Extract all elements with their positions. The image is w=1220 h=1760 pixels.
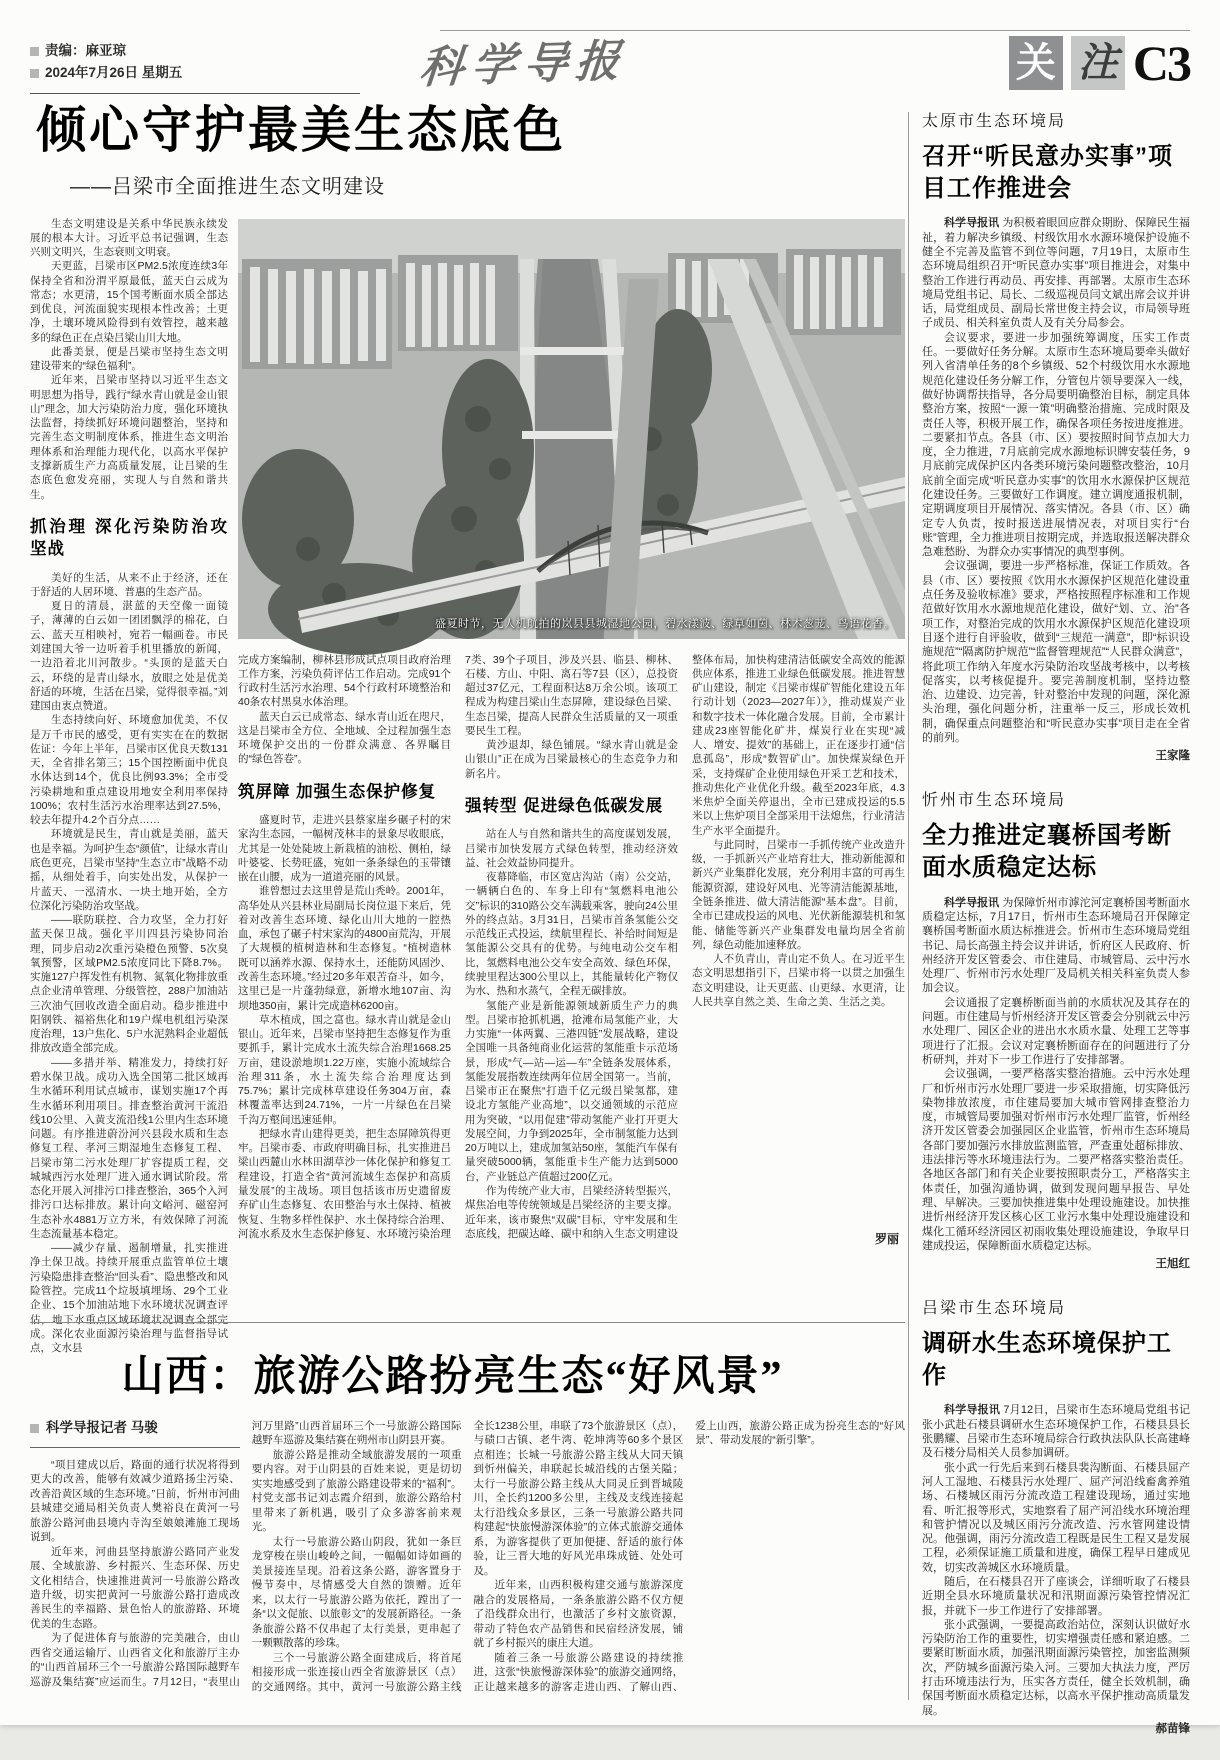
section-badge — [1009, 34, 1190, 92]
bullet-square-icon — [30, 69, 39, 78]
paragraph: 此番美景，便是吕梁市坚持生态文明建设带来的“绿色福利”。 — [30, 345, 228, 373]
paragraph: 会议强调，要进一步严格标准，保证工作质效。各县（市、区）要按照《饮用水水源保护区规范化建设重点任务及验收标准》要求，严格按照程序标准和工作规范做好饮用水水源地规范化建设，做好“划、立、治”各项工作，对整治完成的饮用水水源保护区规范化建设项目逐个进行自评验收，做到“三规范一满意”，即“标识设施规范”“隔离防护规范”“监督管理规范”“人民群众满意”，将此项工作纳入年度水污染防治攻坚战考核中，以考核促落实，以考核促提升。要完善制度机制，坚持边整治、边建设、边完善，针对整治中发现的问题，深化源头治理，强化问题分析，注重举一反三，形成长效机制，确保重点问题整治和“听民意办实事”项目走在全省的前列。 — [922, 560, 1190, 745]
paragraph: 完成方案编制，柳林县形成试点项目政府治理工作方案，污染负荷评估工作启动。完成91个行政村生活污水治理、54个行政村环境整治和40条农村黑臭水体治理。 — [238, 653, 451, 709]
lead-label: 科学导报讯 — [944, 217, 1003, 230]
date-line — [30, 62, 360, 84]
main-article-body — [30, 217, 905, 1355]
article-subhead: 抓治理 深化污染防治攻坚战 — [30, 517, 228, 559]
paragraph: 张小武强调，一要提高政治站位，深刻认识做好水污染防治工作的重要性，切实增强责任感和紧迫感。二要紧盯断面水质，加强汛期面源污染管控，加密监测频次，严防城乡面源污染入河。三要加大执法力度，严厉打击环境违法行为，压实各方责任，健全长效机制，确保国考断面水质稳定达标，以高水平保护推动高质量发展。 — [922, 1618, 1190, 1717]
header-left — [30, 40, 360, 94]
main-lower-columns — [238, 653, 905, 1247]
paragraph: 为了促进体育与旅游的完美融合，由山西省交通运输厅、山西省文化和旅游厅主办的“山西首届环三个一号旅游公路国际越野车巡游及集结赛”应运而生。7月12日，“表里山河万里路”山西首届环三个一号旅游公路国际越野车巡游及集结赛在朔州市山阴县开赛。 — [30, 1420, 462, 1688]
paragraph: 人不负青山，青山定不负人。在习近平生态文明思想指引下，吕梁市将一以贯之加强生态文明建设，让天更蓝、山更绿、水更清，让人民共享自然之美、生命之美、生活之美。 — [692, 953, 905, 1008]
page-header — [30, 26, 1190, 96]
article-kicker: 太原市生态环境局 — [922, 113, 1067, 130]
sidebar-article-xinzhou — [922, 787, 1190, 1271]
paragraph: 张小武一行先后来到石楼县裴沟断面、石楼县屈产河人工湿地、石楼县污水处理厂、屈产河沿线畜禽养殖场、石楼城区雨污分流改造工程建设现场，通过实地看、听汇报等形式，实地察看了屈产河沿线水环境治理和管护情况以及城区雨污分流改造、污水管网建设情况。他强调，雨污分流改造工程既是民生工程又是发展工程，必须保证施工质量和进度，确保工程早日建成见效，切实改善城区水环境质量。 — [922, 1461, 1190, 1574]
paragraph: 随着三条一号旅游公路建设的持续推进，这张“快旅慢游深体验”的旅游交通网络，正让越来越多的游客走进山西、了解山西、爱上山西，旅游公路正成为扮亮生态的“好风景”、带动发展的“新引擎”。 — [473, 1420, 905, 1693]
photo-caption: 盛夏时节，无人机航拍的岚县县城湿地公园，碧水漾波、绿草如茵、林木葱茏、鸟语花香。 — [435, 617, 895, 630]
reporter-byline — [30, 1419, 240, 1448]
paragraph: 黄沙退却，绿色铺展。“绿水青山就是金山银山”正在成为吕梁最核心的生态竞争力和新名片。 — [465, 739, 678, 780]
paragraph: 近年来，河曲县坚持旅游公路同产业发展、全域旅游、乡村振兴、生态环保、历史文化相结合，快速推进黄河一号旅游公路改造升级，切实把黄河一号旅游公路打造成改善民生的幸福路、景色怡人的旅游路、环境优美的生态路。 — [30, 1545, 240, 1630]
paragraph: 科学导报讯 为积极着眼回应群众期盼、保障民生福祉，着力解决乡镇级、村级饮用水水源环境保护设施不健全不完善及监管不到位等问题，7月19日，太原市生态环境局组织召开“听民意办实事”项目推进会，对集中整治工作进行再动员、再安排、再部署。太原市生态环境局党组书记、局长、二级巡视员闫文斌出席会议并讲话，局党组成员、副局长常世俊主持会议，市局领导班子成员、相关科室负责人及有关分局参会。 — [922, 217, 1190, 330]
paragraph: 随后，在石楼县召开了座谈会，详细听取了石楼县近期全县水环境质量状况和汛期面源污染管控情况汇报，并就下一步工作进行了安排部署。 — [922, 1576, 1190, 1617]
editor-label: 责编：麻亚琼 — [45, 43, 126, 58]
paragraph: 科学导报讯 为保障忻州市滹沱河定襄桥国考断面水质稳定达标，7月17日，忻州市生态环境局召开保障定襄桥国考断面水质达标推进会。忻州市生态环境局党组书记、局长高强主持会议并讲话，忻府区人民政府、忻州经济开发区管委会、市住建局、市城管局、云中污水处理厂、忻州市污水处理厂及局机关相关科室负责人参加会议。 — [922, 896, 1190, 995]
paragraph: 环境就是民生，青山就是美丽，蓝天也是幸福。为呵护生态“颜值”，让绿水青山底色更亮，吕梁市坚持“生态立市”战略不动摇，从细处着手，向实处出发，从保护一片蓝天、一泓清水、一块土地开始，全方位深化污染防治攻坚战。 — [30, 828, 228, 912]
main-headline: 倾心守护最美生态底色 — [36, 102, 566, 158]
bottom-flow — [30, 1419, 905, 1705]
article-kicker: 吕梁市生态环境局 — [922, 1300, 1067, 1318]
paragraph: 盛夏时节，走进兴县蔡家崖乡碾子村的宋家沟生态园，一幅树茂林丰的景象尽收眼底，尤其是一处处陡坡上新栽植的油松、侧柏，绿叶婆娑、长势旺盛，宛如一条条绿色的玉带镶嵌在山腰，成为一道道亮丽的风景。 — [238, 814, 451, 884]
date-label: 2024年7月26日 星期五 — [45, 65, 183, 81]
sidebar-article-taiyuan — [922, 108, 1190, 763]
bottom-headline: 山西：旅游公路扮亮生态“好风景” — [121, 1354, 784, 1400]
author-byline: 郝苗锋 — [1155, 1722, 1190, 1735]
paragraph: 与此同时，吕梁市一手抓传统产业改造升级，一手抓新兴产业培育壮大，推动新能源和新兴产业集群化发展，充分利用丰富的可再生能源资源，建设好风电、光等清洁能源基地，全链条推进、做大清洁能源“基本盘”。目前，全市已建成投运的风电、光伏新能源装机和氢能、储能等新兴产业集群发电量均居全省前列，绿色动能加速释放。 — [692, 838, 905, 951]
column-divider — [908, 112, 909, 1700]
article-subhead: 强转型 促进绿色低碳发展 — [465, 796, 664, 815]
editor-line — [30, 40, 360, 62]
paragraph: ——联防联控、合力攻坚，全力打好蓝天保卫战。强化平川四县污染协同治理，同步启动2次重污染橙色预警、5次臭氧预警，区域PM2.5浓度同比下降8.7%。实施127户挥发性有机物、氮氧化物排放重点企业清单管理、分级管控，288户加油站三次油气回收改造全面启动。稳步推进中阳钢铁、福裕焦化和19户煤电机组污染深度治理，13户焦化、5户水泥熟料企业超低排放改造全部完成。 — [30, 914, 228, 1055]
paragraph: 美好的生活，从来不止于经济，还在于舒适的人居环境、普惠的生态产品。 — [30, 571, 228, 598]
paragraph: 旅游公路是推动全域旅游发展的一项重要内容。对于山阴县的百姓来说，更是切切实实地感受到了旅游公路建设带来的“福利”。村党支部书记刘志霞介绍到，旅游公路给村里带来了新机遇，吸引了众多游客前来观光。 — [251, 1448, 462, 1534]
article-body — [922, 1403, 1190, 1718]
main-dek: ——吕梁市全面推进生态文明建设 — [70, 175, 385, 198]
paragraph: 会议要求，要进一步加强统筹调度，压实工作责任。一要做好任务分解。太原市生态环境局要牵头做好列入省清单任务的8个乡镇级、52个村级饮用水水源地规范化建设任务分解工作，分管包片领导要深入一线，做好协调帮扶指导，各分局要明确整治目标，制定具体整治方案，按照“一源一策”明确整治措施、完成时限及责任人等，积极开展工作，确保各项任务按进度推进。二要紧扣节点。各县（市、区）要按照时间节点加大力度，全力推进，7月底前完成水源地标识牌安装任务，9月底前完成保护区内各类环境污染问题整改整治，10月底前全面完成“听民意办实事”的饮用水水源保护区规范化建设任务。三要做好工作调度。建立调度通报机制，定期调度项目开展情况、落实情况。各县（市、区）确定专人负责，按时报送进展情况表，对项目实行“台账”管理，全力推进项目按期完成，并选取报送解决群众急难愁盼、为群众办实事情况的典型事例。 — [922, 331, 1190, 559]
paragraph: 作为传统产业大市，吕梁经济转型振兴，煤焦冶电等传统领域是吕梁经济的主要支撑。近年来，该市聚焦“双碳”目标，守牢发展和生态底线，把碳达峰、碳中和纳入生态文明建设整体布局，加快构建清洁低碳安全高效的能源供应体系，推进工业绿色低碳发展。推进智慧矿山建设，制定《吕梁市煤矿智能化建设五年行动计划（2023—2027年）》，推动煤炭产业和数字技术一体化融合发展。目前，全市累计建成23座智能化矿井，煤炭行业在实现“减人、增安、提效”的基础上，正在逐步打通“信息孤岛”，形成“数智矿山”。加快煤炭绿色开采，支持煤矿企业使用绿色开采工艺和技术，推动焦化产业优化升级。截至2023年底，4.3米焦炉全面关停退出，全市已建成投运的5.5米以上焦炉项目全部采用干法熄焦，行业清洁生产水平全面提升。 — [465, 653, 905, 1240]
article-body — [922, 896, 1190, 1253]
reporter-name: 科学导报记者 马骏 — [46, 1420, 158, 1435]
paragraph: 蓝天白云已成常态、绿水青山近在咫尺，这是吕梁市全方位、全地域、全过程加强生态环境保护交出的一份群众满意、各界瞩目的“绿色答卷”。 — [238, 710, 451, 766]
lead-label: 科学导报讯 — [944, 1404, 1004, 1417]
paragraph: 夏日的清晨，湛蓝的天空像一面镜子，薄薄的白云如一团团飘浮的棉花，白云、蓝天互相映衬，宛若一幅画卷。市民刘建国大爷一边听着手机里播放的新闻，一边沿着北川河散步。“头顶的是蓝天白云，环绕的是青山绿水，放眼之处是优美舒适的环境，生活在吕梁，觉得很幸福。”刘建国由衷点赞道。 — [30, 600, 228, 713]
paragraph: 夜幕降临，市区宽店沟站（南）公交站，一辆辆白色的、车身上印有“氢燃料电池公交”标识的310路公交车满载乘客，驶向24公里外的终点站。3月31日，吕梁市首条氢能公交示范线正式投运，续航里程长、补给时间短是氢能源公交具有的优势。与纯电动公交车相比，氢燃料电池公交车安全高效、绿色环保，续驶里程达300公里以上，其能量转化产物仅为水、热和水蒸气，全程无碳排放。 — [465, 871, 678, 998]
paragraph: 把绿水青山建得更美，把生态屏障筑得更牢。吕梁市委、市政府明确目标，扎实推进吕梁山西麓山水林田湖草沙一体化保护和修复工程建设，打造全省“黄河流域生态保护和高质量发展”的主战场。项目包括该市历史遗留废弃矿山生态修复、农田整治与水土保持、植被恢复、生物多样性保护、水土保持综合治理、河流水系及水生态保护修复、水环境污染治理7类、39个子项目，涉及兴县、临县、柳林、石楼、方山、中阳、离石等7县（区），总投资超过37亿元，工程面积达8万余公顷。该项工程成为构建吕梁山生态屏障，建设绿色吕梁、生态吕梁，提高人民群众生活质量的又一项重要民生工程。 — [238, 653, 678, 1240]
bullet-square-icon — [30, 1424, 39, 1433]
main-article — [30, 100, 905, 1355]
article-headline: 召开“听民意办实事”项目工作推进会 — [922, 143, 1173, 202]
article-headline: 调研水生态环境保护工作 — [922, 1330, 1172, 1389]
paragraph: 近年来，吕梁市坚持以习近平生态文明思想为指导，践行“绿水青山就是金山银山”理念，加大污染防治力度，强化环境执法监督，持续抓好环境问题整治，坚持和完善生态文明制度体系，推进生态文明治理体系和治理能力现代化，以高水平保护支撑新质生产力高质量发展，让吕梁的生态底色愈发亮丽，实现人与自然和谐共生。 — [30, 374, 228, 501]
article-body — [922, 216, 1190, 745]
author-byline: 王旭红 — [1155, 1258, 1190, 1271]
paragraph: 生态文明建设是关系中华民族永续发展的根本大计。习近平总书记强调，生态兴则文明兴，生态衰则文明衰。 — [30, 217, 228, 259]
paragraph: 天更蓝，吕梁市区PM2.5浓度连续3年保持全省和汾渭平原最低，蓝天白云成为常态；水更清，15个国考断面水质全部达到优良，河流面貌实现根本性改善；土更净，土壤环境风险得到有效管控，越来越多的绿色正在点染吕梁山川大地。 — [30, 260, 228, 344]
author-byline: 罗丽 — [861, 1230, 899, 1247]
paragraph: ——减少存量、遏制增量，扎实推进净土保卫战。持续开展重点监管单位土壤污染隐患排查整治“回头看”、隐患整改和风险管控。完成11个垃圾填埋场、29个工业企业、15个加油站地下水环境状况调查评估，地下水重点区域环境状况调查全部完成。深化农业面源污染治理与监督指导试点，文水县 — [30, 1242, 228, 1355]
paragraph: 近年来，山西积极构建交通与旅游深度融合的发展格局，一条条旅游公路不仅方便了沿线群众出行，也激活了乡村文旅资源，带动了特色农产品销售和民宿经济发展，铺就了乡村振兴的康庄大道。 — [473, 1579, 684, 1650]
lead-label: 科学导报讯 — [944, 896, 1003, 909]
paragraph: 会议强调，一要严格落实整治措施。云中污水处理厂和忻州市污水处理厂要进一步采取措施，切实降低污染物排放浓度，市住建局要加大城市管网排查整治力度，市城管局要加强对忻州市污水处理厂监管，忻州经济开发区管委会加强园区企业监管，忻州市生态环境局各部门要加强污水排放监测监管，严查重处超标排放、违法排污等水环境违法行为。二要严格落实整治责任。各地区各部门和有关企业要按照职责分工，严格落实主体责任，加强沟通协调，做到发现问题早报告、早处理、早解决。三要加快推进集中处理设施建设。加快推进忻州经济开发区核心区工业污水集中处理设施建设和煤化工循环经济园区初雨收集处理设施建设，争取早日建成投运，保障断面水质稳定达标。 — [922, 1068, 1190, 1252]
author-byline: 王家隆 — [1155, 750, 1190, 763]
bottom-article — [30, 1322, 905, 1715]
paragraph: 氢能产业是新能源领域新质生产力的典型。吕梁市抢抓机遇，抢滩布局氢能产业，大力实施“一体两翼、三港四链”发展战略，建设全国唯一具备纯商业化运营的氢能重卡示范场景，形成“气—站—运—车”全链条发展体系，氢能发展指数连续两年位居全国第一。当前，吕梁市正在聚焦“打造千亿元级吕梁氢都，建设北方氢能产业高地”，以交通领域的示范应用为突破，“以用促建”带动氢能产业打开更大发展空间，力争到2025年，全市制氢能力达到20万吨以上，建成加氢站50座，氢能汽车保有量突破5000辆，氢能重卡生产能力达到5000台，产业链总产值超过200亿元。 — [465, 999, 678, 1183]
article-kicker: 忻州市生态环境局 — [922, 792, 1067, 810]
paragraph: 站在人与自然和谐共生的高度谋划发展，吕梁市加快发展方式绿色转型，推动经济效益、社会效益协同提升。 — [465, 828, 678, 869]
aerial-photo — [238, 219, 905, 639]
main-column-1 — [30, 217, 228, 1355]
bottom-article-columns — [30, 1419, 905, 1705]
paragraph: 谁曾想过去这里曾是荒山秃岭。2001年，高华处从兴县林业局副局长岗位退下来后，凭着对改善生态环境、绿化山川大地的一腔热血，承包了碾子村宋家沟的4800亩荒沟，开展了大规模的植树造林和生态修复。“植树造林既可以涵养水源、保持水土，还能防风固沙、改善生态环境。”经过20多年艰苦奋斗，如今，这里已是一片蓬勃绿意，新增水地107亩、沟坝地350亩，累计完成造林6200亩。 — [238, 885, 451, 1012]
paragraph: “项目建成以后，路面的通行状况将得到更大的改善，能够有效减少道路扬尘污染、改善沿黄区域的生态环境。”日前，忻州市河曲县城建交通局相关负责人樊裕良在黄河一号旅游公路河曲县境内寺沟至娘娘滩施工现场说到。 — [30, 1458, 240, 1544]
aerial-photo-illustration — [238, 219, 905, 639]
bullet-square-icon — [30, 47, 39, 56]
paragraph: 草木植成，国之富也。绿水青山就是金山银山。近年来，吕梁市坚持把生态修复作为重要抓手，累计完成水土流失综合治理1668.25万亩，建设淤地坝1.22万座，实施小流域综合治理311条，水土流失综合治理度达到75.7%；累计完成林草建设任务304万亩，森林覆盖率达到24.71%，一片一片绿色在吕梁千沟万壑间迅速延伸。 — [238, 1013, 451, 1126]
page-number: C3 — [1132, 35, 1190, 91]
article-subhead: 筑屏障 加强生态保护修复 — [238, 782, 437, 801]
paragraph: 太行一号旅游公路山阴段，犹如一条巨龙穿梭在崇山峻岭之间，一幅幅如诗如画的美景接连呈现。沿着这条公路，游客置身于慢节奏中，尽情感受大自然的馈赠。近年来，以太行一号旅游公路为依托，蹚出了一条“以文促旅、以旅彰文”的发展新路径。一条条旅游公路不仅串起了太行美景，更串起了一颗颗散落的珍珠。 — [251, 1535, 462, 1650]
paragraph: ——多措并举、精准发力，持续打好碧水保卫战。成功入选全国第二批区域再生水循环利用试点城市，谋划实施17个再生水循环利用项目。排查整治黄河干流沿线10公里、入黄支流沿线1公里内生态环境问题。有序推进蔚汾河兴县段水质和生态修复工程、孝河三期湿地生态修复工程、吕梁市第二污水处理厂扩容提质工程，交城城西污水处理厂进入通水调试阶段。常态化开展入河排污口排查整治，365个入河排污口达标排放。累计向文峪河、磁窑河生态补水4881万立方米，有效保障了河流生态流量基本稳定。 — [30, 1056, 228, 1240]
paragraph: 科学导报讯 7月12日，吕梁市生态环境局党组书记张小武赴石楼县调研水生态环境保护工作，石楼县县长张鹏耀、吕梁市生态环境局综合行政执法队队长高建峰及石楼分局相关人员参加调研。 — [922, 1404, 1190, 1460]
masthead-logo: 科学导报 — [417, 35, 630, 94]
sidebar — [922, 108, 1190, 1760]
article-headline: 全力推进定襄桥国考断面水质稳定达标 — [922, 822, 1172, 881]
sidebar-article-lvliang — [922, 1295, 1190, 1736]
section-char-box: 注 — [1071, 36, 1125, 90]
paragraph: 三个一号旅游公路全面建成后，将首尾相接形成一张连接山西全省旅游景区（点）的交通网络。其中，黄河一号旅游公路主线全长1238公里，串联了73个旅游景区（点），与碛口古镇、老牛湾、乾坤湾等60多个景区点相连；长城一号旅游公路主线从大同天镇到忻州偏关，串联起长城沿线的古堡关隘；太行一号旅游公路主线从大同灵丘到晋城陵川，全长约1200多公里，主线及支线连接起太行沿线众多景区，三条一号旅游公路共同构建起“快旅慢游深体验”的立体式旅游交通体系，为游客提供了更加便捷、舒适的旅行体验，让三晋大地的好风光串珠成链、处处可及。 — [251, 1420, 684, 1693]
paragraph: 会议通报了定襄桥断面当前的水质状况及其存在的问题。市住建局与忻州经济开发区管委会分别就云中污水处理厂、园区企业的进出水水质水量、处理工艺等事项进行了汇报。会议对定襄桥断面存在的问题进行了分析研判，并对下一步工作进行了安排部署。 — [922, 996, 1190, 1066]
paragraph: 生态持续向好、环境愈加优美，不仅是万千市民的感受，更有实实在在的数据佐证：今年上半年，吕梁市区优良天数131天，全省排名第三；15个国控断面中优良水体达到14个，优良比例93.3%；全市受污染耕地和重点建设用地安全利用率保持100%；农村生活污水治理率达到27.5%，较去年提升4.2个百分点…… — [30, 714, 228, 827]
section-char-box: 关 — [1009, 36, 1063, 90]
